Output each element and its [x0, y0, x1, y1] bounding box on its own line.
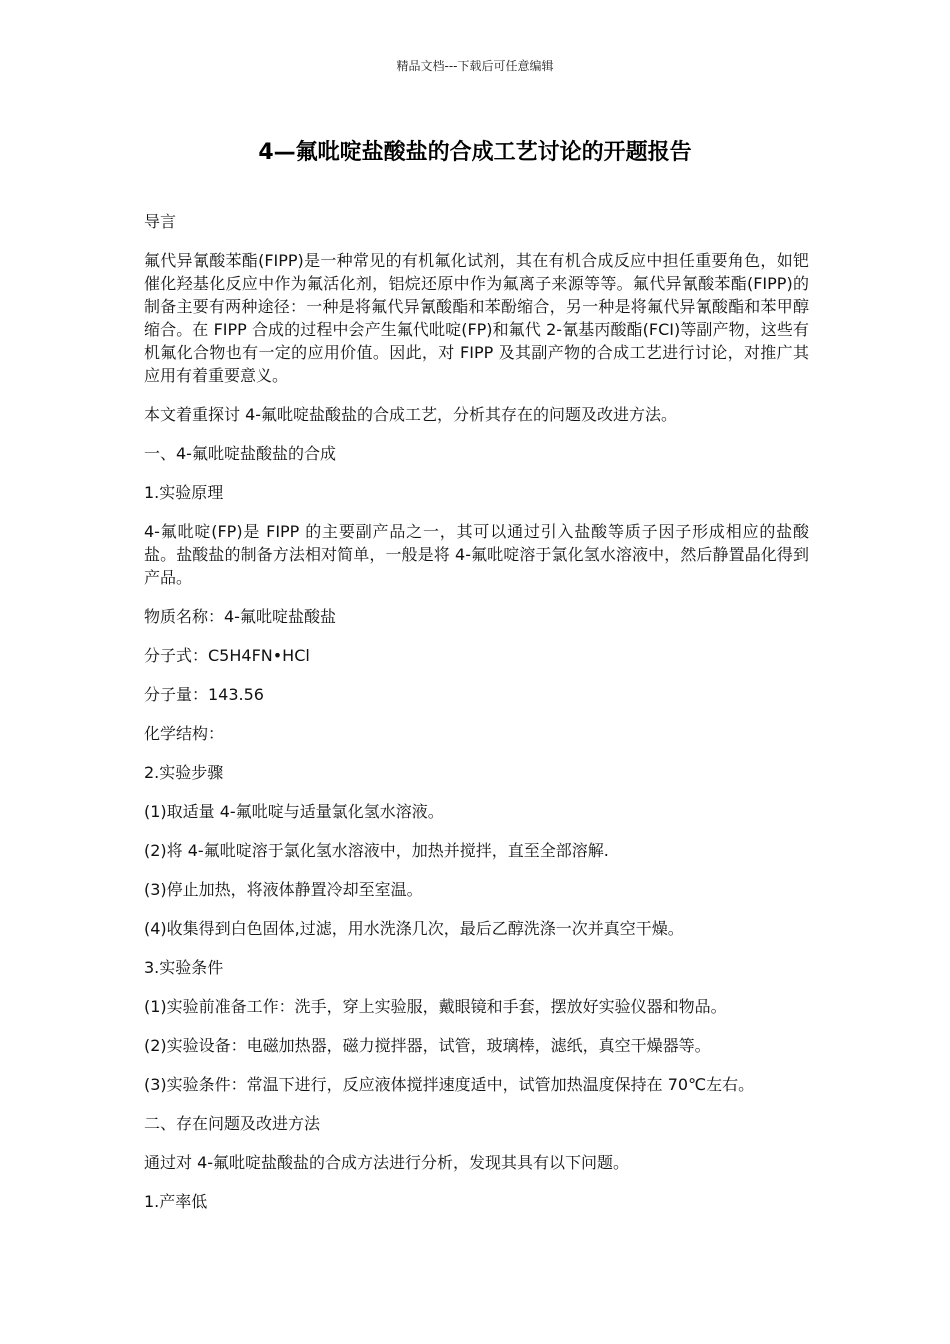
subheading-low-yield: 1.产率低 — [144, 1192, 208, 1211]
section-heading-intro: 导言 — [144, 212, 177, 231]
step-item: (1)取适量 4-氟吡啶与适量氯化氢水溶液。 — [144, 802, 444, 821]
document-body — [144, 210, 809, 1229]
step-item: (4)收集得到白色固体,过滤，用水洗涤几次，最后乙醇洗涤一次并真空干燥。 — [144, 919, 684, 938]
subheading-conditions: 3.实验条件 — [144, 958, 224, 977]
step-item: (3)停止加热，将液体静置冷却至室温。 — [144, 880, 423, 899]
substance-name: 物质名称：4-氟吡啶盐酸盐 — [144, 607, 336, 626]
molecular-weight: 分子量：143.56 — [144, 685, 264, 704]
chemical-structure-label: 化学结构： — [144, 724, 225, 743]
document-title: 4—氟吡啶盐酸盐的合成工艺讨论的开题报告 — [258, 140, 692, 165]
paragraph-scope: 本文着重探讨 4-氟吡啶盐酸盐的合成工艺，分析其存在的问题及改进方法。 — [144, 405, 678, 424]
section-heading-synthesis: 一、4-氟吡啶盐酸盐的合成 — [144, 444, 336, 463]
step-item: (2)将 4-氟吡啶溶于氯化氢水溶液中，加热并搅拌，直至全部溶解. — [144, 841, 609, 860]
paragraph-problems: 通过对 4-氟吡啶盐酸盐的合成方法进行分析，发现其具有以下问题。 — [144, 1153, 630, 1172]
paragraph-intro: 氟代异氰酸苯酯(FIPP)是一种常见的有机氟化试剂，其在有机合成反应中担任重要角色，如钯催化羟基化反应中作为氟活化剂，铝烷还原中作为氟离子来源等等。氟代异氰酸苯酯(FIPP)的制备主要有两种途径：一种是将氟代异氰酸酯和苯酚缩合，另一种是将氟代异氰酸酯和苯甲醇缩合。在 FIPP 合成的过程中会产生氟代吡啶(FP)和氟代 2-氰基丙酸酯(FCI)等副产物，这些有机氟化合物也有一定的应用价值。因此，对 FIPP 及其副产物的合成工艺进行讨论，对推广其应用有着重要意义。 — [144, 251, 809, 385]
paragraph-principle: 4-氟吡啶(FP)是 FIPP 的主要副产品之一，其可以通过引入盐酸等质子因子形成相应的盐酸盐。盐酸盐的制备方法相对简单，一般是将 4-氟吡啶溶于氯化氢水溶液中，然后静置晶化得到产品。 — [144, 522, 809, 587]
subheading-steps: 2.实验步骤 — [144, 763, 224, 782]
section-heading-problems: 二、存在问题及改进方法 — [144, 1114, 321, 1133]
condition-item: (3)实验条件：常温下进行，反应液体搅拌速度适中，试管加热温度保持在 70℃左右。 — [144, 1075, 755, 1094]
condition-item: (1)实验前准备工作：洗手，穿上实验服，戴眼镜和手套，摆放好实验仪器和物品。 — [144, 997, 727, 1016]
molecular-formula: 分子式：C5H4FN•HCl — [144, 646, 310, 665]
header-note: 精品文档---下载后可任意编辑 — [396, 59, 554, 73]
condition-item: (2)实验设备：电磁加热器，磁力搅拌器，试管，玻璃棒，滤纸，真空干燥器等。 — [144, 1036, 711, 1055]
subheading-principle: 1.实验原理 — [144, 483, 224, 502]
